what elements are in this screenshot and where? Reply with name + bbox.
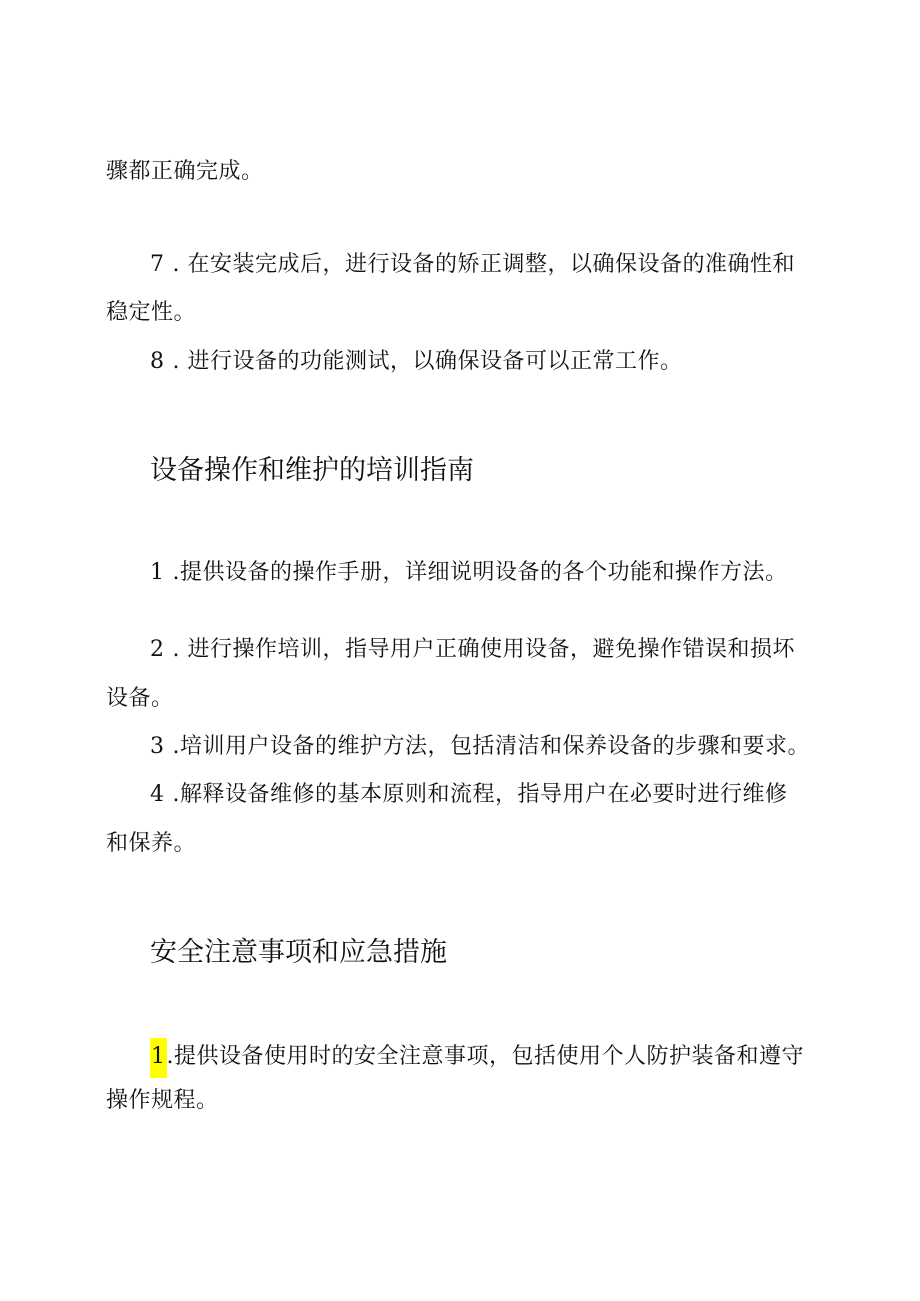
training-item-3: [150, 732, 870, 762]
list-text: . 进行设备的功能测试，以确保设备可以正常工作。: [172, 349, 683, 374]
list-text: .提供设备使用时的安全注意事项，包括使用个人防护装备和遵守: [166, 1044, 804, 1069]
list-item-7-continuation: 稳定性。: [106, 300, 197, 325]
safety-item-1-continuation: 操作规程。: [106, 1088, 219, 1113]
list-text: . 在安装完成后，进行设备的矫正调整，以确保设备的准确性和: [172, 252, 795, 277]
training-item-4-continuation: 和保养。: [106, 831, 197, 856]
list-number: 2: [150, 637, 165, 662]
list-number: 1: [150, 560, 165, 585]
list-number: 7: [150, 252, 165, 277]
paragraph-continuation: 骤都正确完成。: [106, 159, 264, 184]
section-heading-safety: 安全注意事项和应急措施: [150, 937, 447, 968]
training-item-1: [150, 558, 870, 588]
list-number: 4: [150, 782, 165, 807]
list-item-8: [150, 347, 870, 377]
list-text: .培训用户设备的维护方法，包括清洁和保养设备的步骤和要求。: [172, 734, 810, 759]
list-number: 3: [150, 734, 165, 759]
safety-item-1: [150, 1038, 870, 1078]
training-item-2: [150, 635, 870, 665]
list-number: 8: [150, 349, 165, 374]
list-item-7: [150, 250, 870, 280]
section-heading-training: 设备操作和维护的培训指南: [150, 455, 474, 486]
highlighted-list-number: 1: [150, 1038, 167, 1078]
training-item-4: [150, 780, 870, 810]
list-text: .解释设备维修的基本原则和流程，指导用户在必要时进行维修: [172, 782, 788, 807]
list-text: .提供设备的操作手册，详细说明设备的各个功能和操作方法。: [172, 560, 788, 585]
training-item-2-continuation: 设备。: [106, 686, 174, 711]
list-text: . 进行操作培训，指导用户正确使用设备，避免操作错误和损坏: [172, 637, 795, 662]
